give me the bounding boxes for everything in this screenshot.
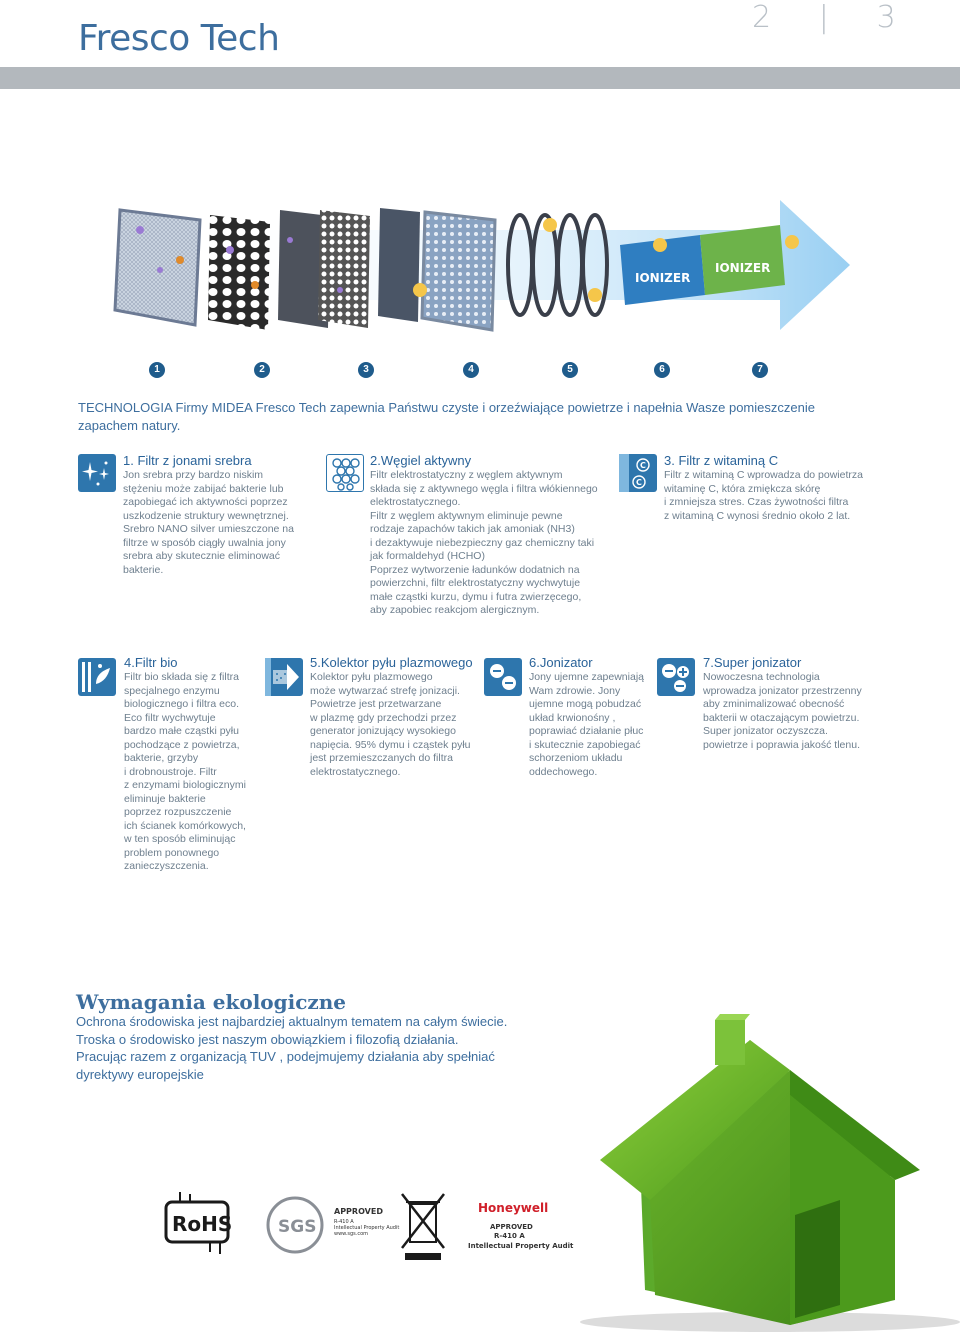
sgs-line2: Intellectual Property Audit	[334, 1225, 400, 1231]
honeywell-text: Honeywell	[478, 1201, 549, 1215]
grass-house-image	[540, 1000, 960, 1334]
sgs-approved: APPROVED	[334, 1207, 383, 1216]
layer-number-2: 2	[254, 362, 270, 378]
feature-title-6: 6.Jonizator	[529, 655, 593, 670]
sgs-line3: www.sgs.com	[334, 1231, 369, 1237]
feature-title-1: 1. Filtr z jonami srebra	[123, 453, 252, 468]
sgs-logo	[268, 1198, 399, 1252]
page-title: Fresco Tech	[78, 18, 280, 59]
honeycomb-icon	[326, 454, 364, 492]
certification-logos	[160, 1190, 574, 1270]
page-number-left: 2	[752, 0, 772, 35]
filter-layers-illustration	[80, 190, 860, 340]
rohs-logo	[166, 1192, 232, 1254]
feature-body-7: Nowoczesna technologia wprowadza jonizator przestrzenny aby zminimalizować obecność bakterii w otaczającym powietrzu. Super jonizator oczyszcza. powietrze i poprawia jakość tlenu.	[703, 671, 862, 751]
feature-title-4: 4.Filtr bio	[124, 655, 178, 670]
honeywell-logo	[468, 1201, 574, 1250]
sparkles-icon	[78, 454, 116, 492]
page-number-right: 3	[876, 0, 896, 35]
ionizer-text-2: IONIZER	[715, 261, 771, 275]
eco-title: Wymagania ekologiczne	[76, 990, 347, 1014]
feature-title-5: 5.Kolektor pyłu plazmowego	[310, 655, 473, 670]
feature-body-6: Jony ujemne zapewniają Wam zdrowie. Jony ujemne mogą pobudzać układ krwionośny , poprawiać działanie płuc i skutecznie zapobiegać schorzeniom układu oddechowego.	[529, 671, 644, 778]
svg-text:C: C	[640, 461, 646, 470]
layer-number-7: 7	[752, 362, 768, 378]
intro-text: TECHNOLOGIA Firmy MIDEA Fresco Tech zapewnia Państwu czyste i orzeźwiające powietrze i napełnia Wasze pomieszczenie zapachem natury.	[78, 400, 815, 433]
ion-minus-icon	[484, 658, 522, 696]
feature-title-2: 2.Węgiel aktywny	[370, 453, 472, 468]
sgs-text: SGS	[278, 1217, 317, 1237]
feature-body-1: Jon srebra przy bardzo niskim stężeniu może zabijać bakterie lub zapobiegać ich aktywności poprzez uszkodzenie struktury wewnętrznej. Srebro NANO silver umieszczone na filtrze w sposób ciągły uwalnia jony srebra aby skutecznie eliminować bakterie.	[123, 469, 294, 576]
page-numbers: 2 | 3	[752, 0, 896, 35]
weee-bin-icon	[402, 1194, 444, 1260]
ion-plus-minus-icon	[657, 658, 695, 696]
feature-body-4: Filtr bio składa się z filtra specjalnego enzymu biologicznego i filtra eco. Eco filtr wychwytuje bardzo małe cząstki pyłu pochodzące z powietrza, bakterie, grzyby i drobnoustroje. Filtr z enzymami biologicznymi eliminuje bakterie poprzez rozpuszczenie ich ścianek komórkowych, w ten sposób eliminując problem ponownego zanieczyszczenia.	[124, 671, 246, 872]
plasma-arrow-icon	[265, 658, 303, 696]
vitamin-c-icon	[619, 454, 657, 492]
bio-filter-icon	[78, 658, 116, 696]
sgs-line1: R-410 A	[334, 1219, 354, 1225]
layer-number-5: 5	[562, 362, 578, 378]
feature-title-7: 7.Super jonizator	[703, 655, 802, 670]
hw-approved: APPROVED	[490, 1223, 533, 1231]
layer-number-6: 6	[654, 362, 670, 378]
layer-number-4: 4	[463, 362, 479, 378]
feature-title-3: 3. Filtr z witaminą C	[664, 453, 779, 468]
layer-number-3: 3	[358, 362, 374, 378]
header-bar	[0, 67, 960, 89]
ionizer-text-1: IONIZER	[635, 271, 691, 285]
hw-line2: Intellectual Property Audit	[468, 1242, 574, 1250]
layer-number-1: 1	[149, 362, 165, 378]
feature-body-3: Filtr z witaminą C wprowadza do powietrza witaminę C, która zmiękcza skórę i zmniejsza stres. Czas żywotności filtra z witaminą C wynosi średnio około 2 lat.	[664, 469, 863, 522]
feature-body-5: Kolektor pyłu plazmowego może wytwarzać strefę jonizacji. Powietrze jest przetwarzane w plazmę gdy przechodzi przez generator jonizujący wysokiego napięcia. 95% dymu i cząstek pyłu jest przemieszczanych do filtra elektrostatycznego.	[310, 671, 471, 778]
eco-body: Ochrona środowiska jest najbardziej aktualnym tematem na całym świecie. Troska o środowisko jest naszym obowiązkiem i filozofią działania. Pracując razem z organizacją TUV , podejmujemy działania aby spełniać dyrektywy europejskie	[76, 1014, 508, 1082]
feature-body-2: Filtr elektrostatyczny z węglem aktywnym składa się z aktywnego węgla i filtra włókiennego elektrostatycznego. Filtr z węglem aktywnym eliminuje pewne rodzaje zapachów takich jak amoniak (NH3) i dezaktywuje niebezpieczny gaz chemiczny taki jak formaldehyd (HCHO) Poprzez wytworzenie ładunków dodatnich na powierzchni, filtr elektrostatyczny wychwytuje małe cząstki kurzu, dymu i futra zwierzęcego, aby zapobiec reakcjom alergicznym.	[370, 469, 598, 616]
svg-text:C: C	[636, 478, 642, 487]
rohs-text: RoHS	[172, 1212, 233, 1236]
hw-line1: R-410 A	[494, 1232, 525, 1240]
